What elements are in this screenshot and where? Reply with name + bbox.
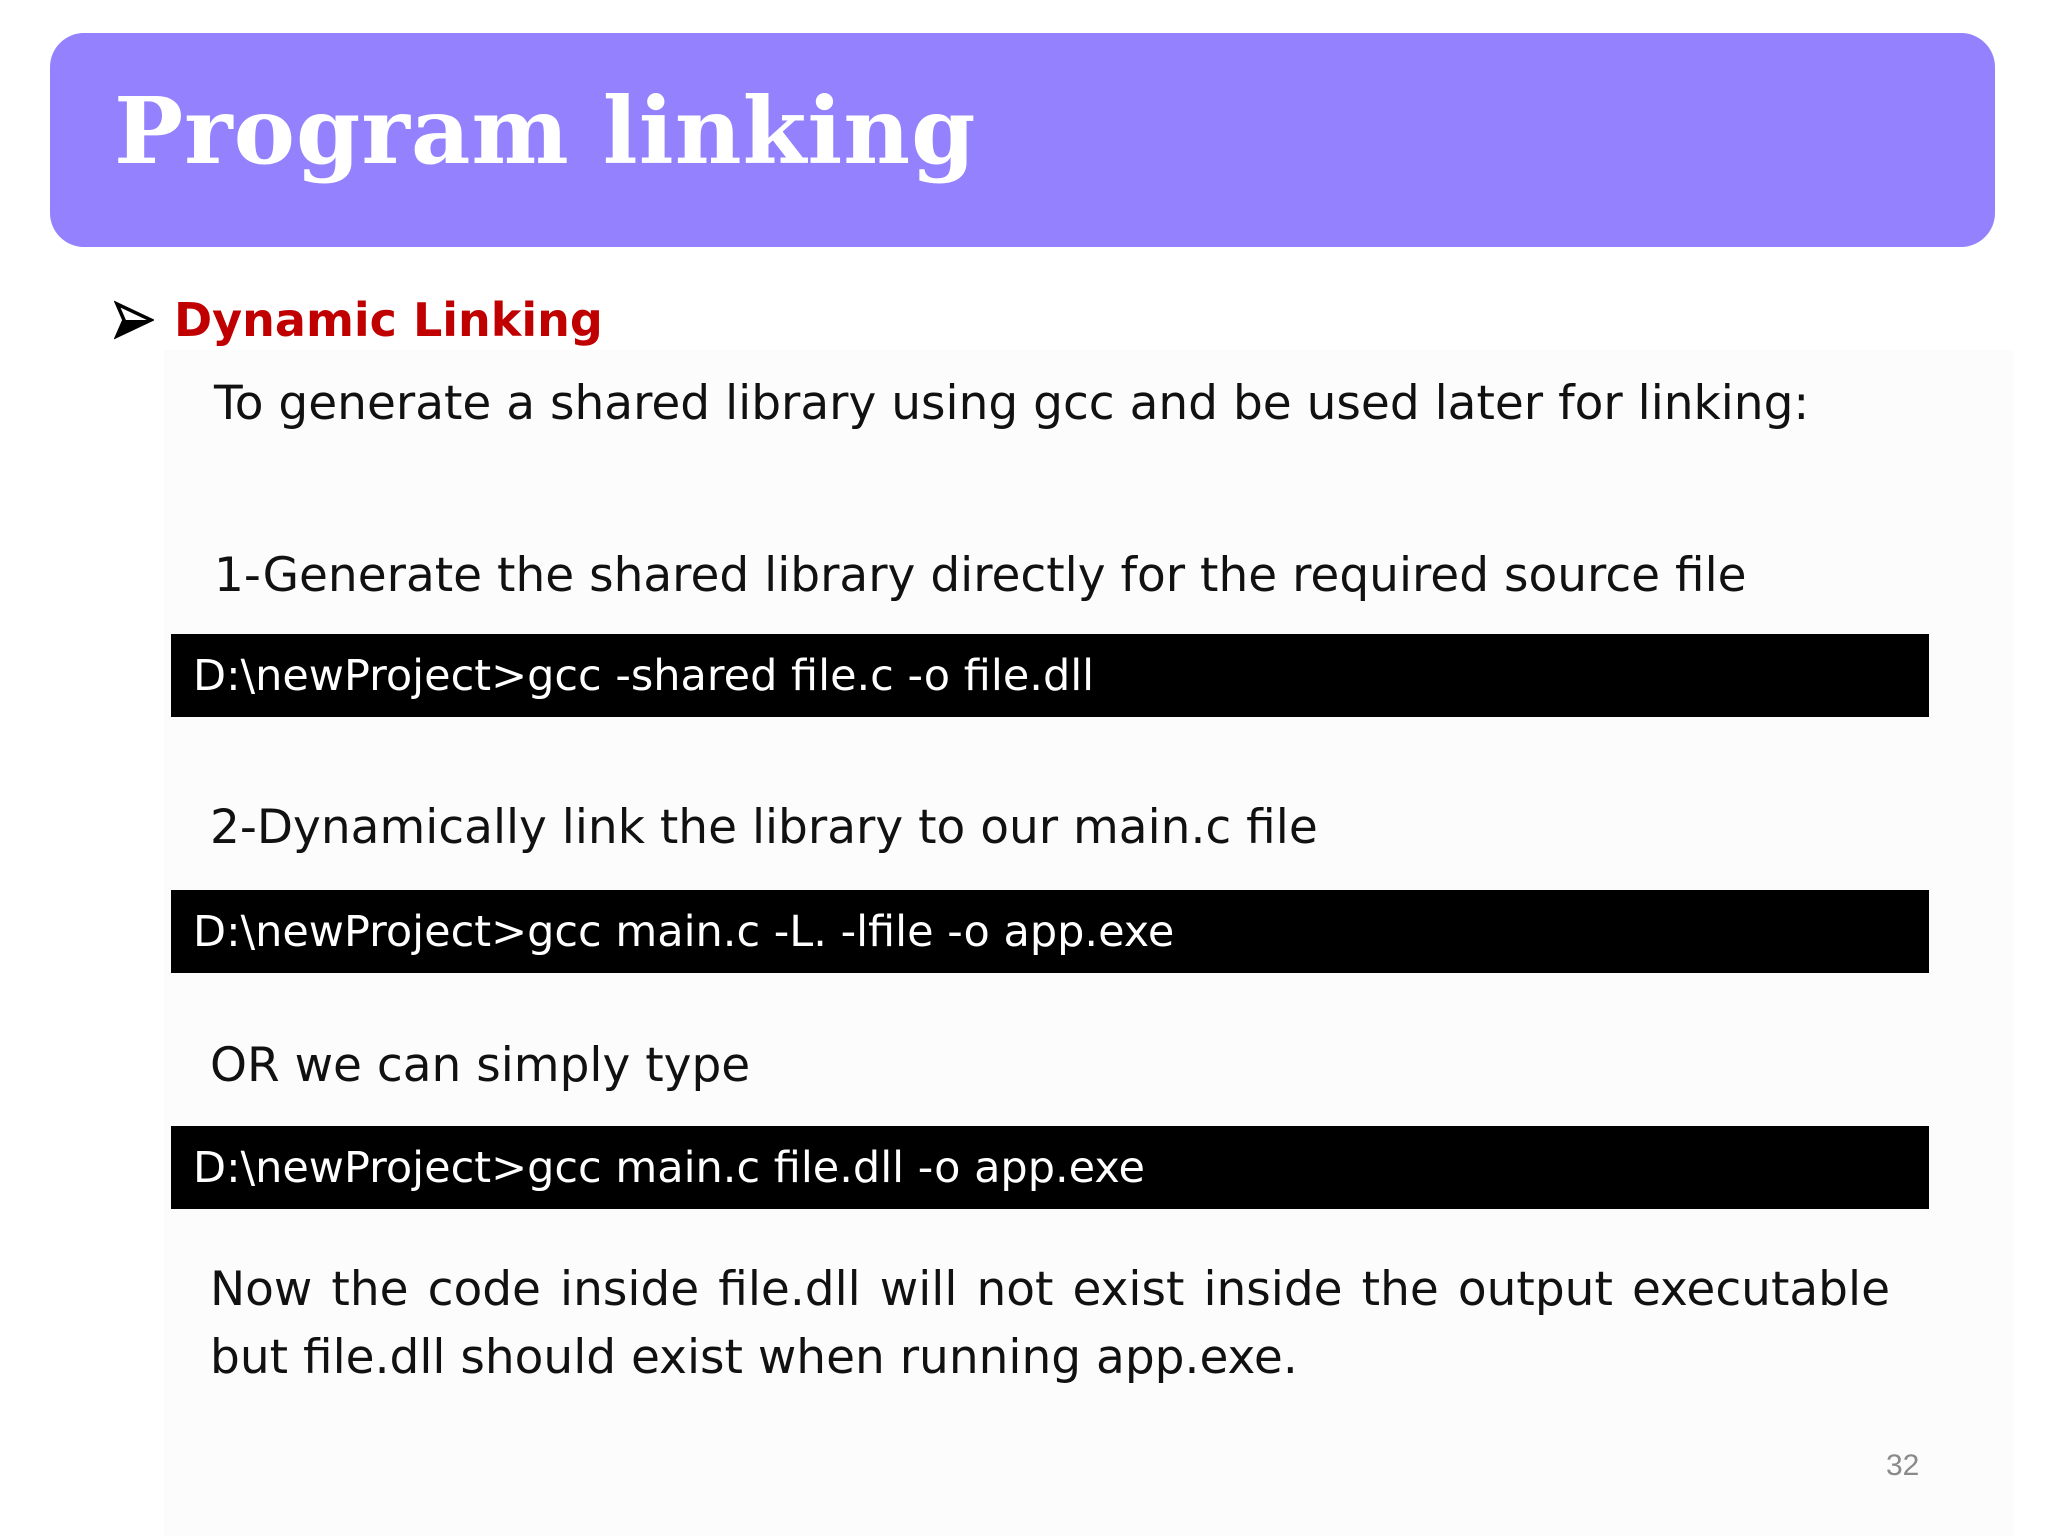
command-box-2 (171, 890, 1929, 973)
command-1-text: D:\newProject>gcc -shared file.c -o file.dll (193, 650, 1095, 701)
command-3-text: D:\newProject>gcc main.c file.dll -o app.exe (193, 1142, 1145, 1193)
section-heading: Dynamic Linking (174, 293, 603, 347)
note-paragraph: Now the code inside file.dll will not exist inside the output executable but file.dll should exist when running app.exe. (210, 1262, 1890, 1385)
command-2-text: D:\newProject>gcc main.c -L. -lfile -o app.exe (193, 906, 1175, 957)
arrow-bullet-icon (114, 300, 154, 340)
slide-title: Program linking (114, 77, 977, 185)
alternative-text: OR we can simply type (210, 1038, 751, 1093)
step-2-text: 2-Dynamically link the library to our main.c file (210, 800, 1318, 855)
page-number: 32 (1886, 1449, 1920, 1482)
section-heading-row (114, 290, 603, 350)
command-box-1 (171, 634, 1929, 717)
command-box-3 (171, 1126, 1929, 1209)
title-bar (50, 33, 1995, 247)
step-1-text: 1-Generate the shared library directly for the required source file (214, 548, 1747, 603)
intro-text: To generate a shared library using gcc and be used later for linking: (214, 376, 1810, 431)
